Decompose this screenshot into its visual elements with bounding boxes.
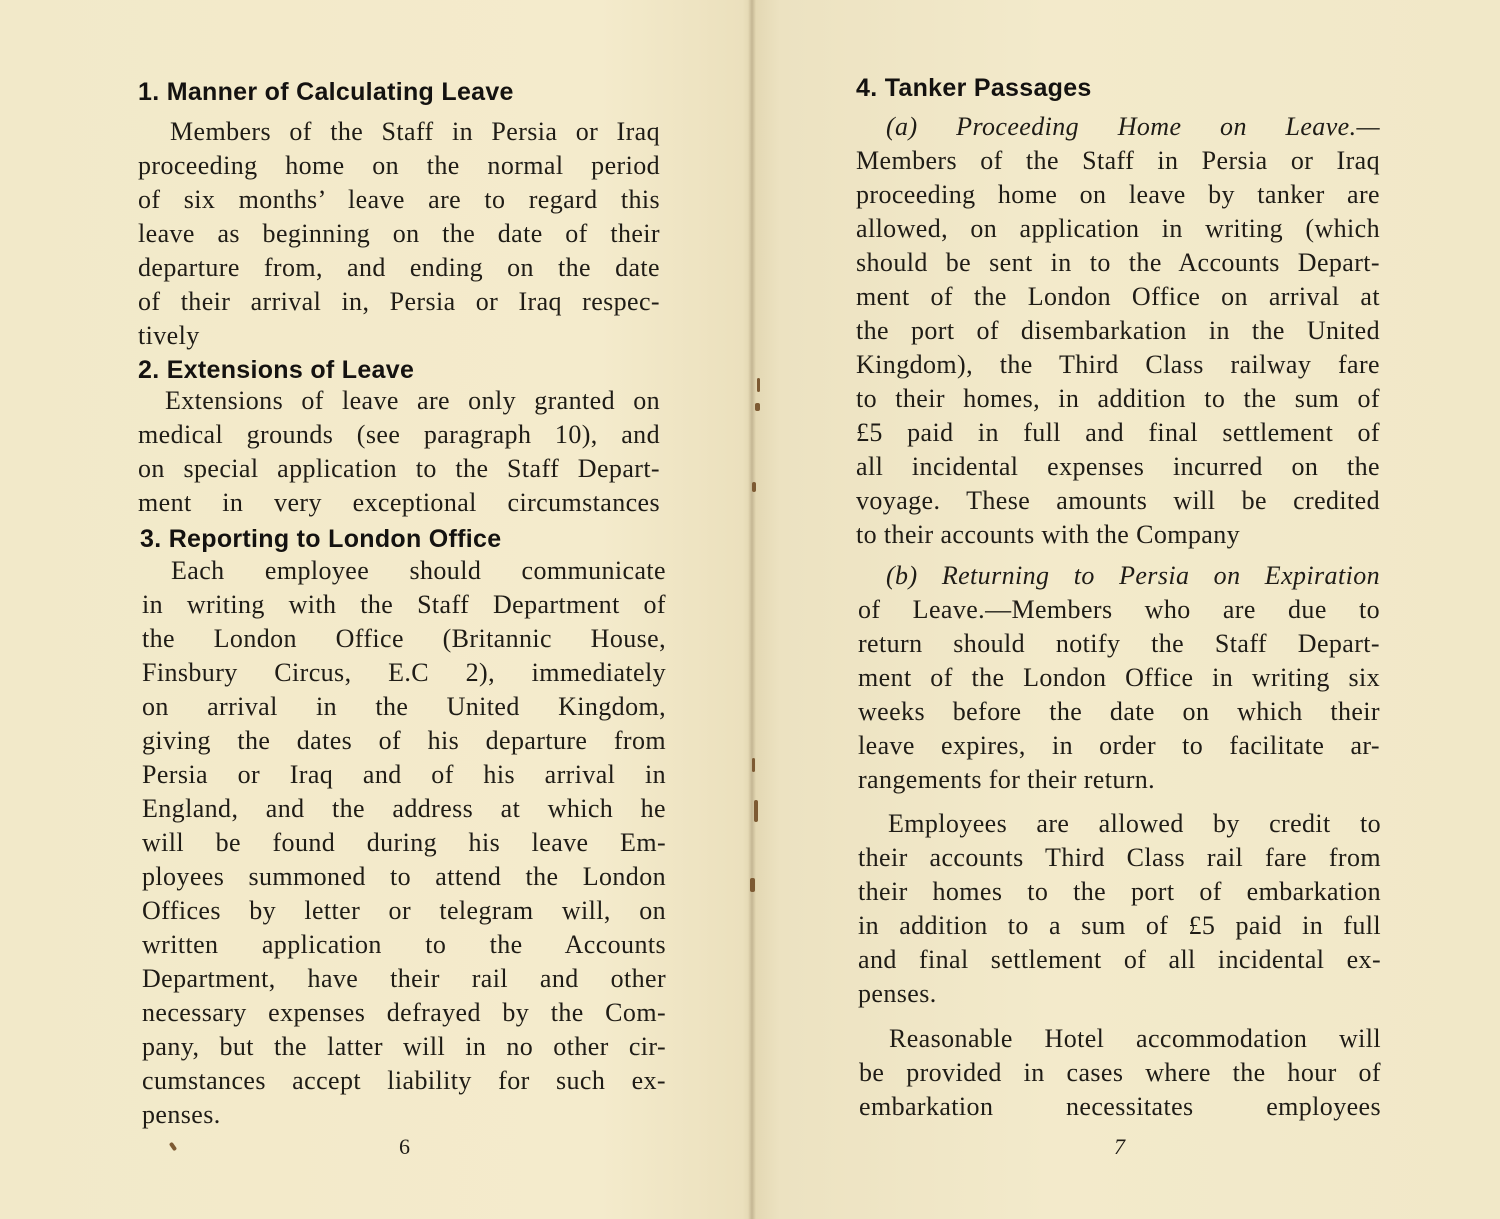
text-line: ment in very exceptional circumstances	[138, 488, 660, 517]
text-line: leave expires, in order to facilitate ar-	[858, 731, 1380, 760]
text-line: all incidental expenses incurred on the	[856, 452, 1380, 481]
text-line: the London Office (Britannic House,	[142, 624, 666, 653]
section-heading-manner-of-calculating-leave: 1. Manner of Calculating Leave	[138, 78, 514, 106]
paragraph-proceeding-home-on-leave	[856, 110, 1380, 552]
text-line: England, and the address at which he	[142, 794, 666, 823]
text-line: be provided in cases where the hour of	[859, 1058, 1381, 1087]
text-line: cumstances accept liability for such ex-	[142, 1066, 666, 1095]
text-line: Department, have their rail and other	[142, 964, 666, 993]
text-line: to their accounts with the Company	[856, 520, 1241, 549]
section-heading-reporting-to-london-office: 3. Reporting to London Office	[140, 525, 502, 553]
text-line: Employees are allowed by credit to	[888, 809, 1381, 838]
page-number: 6	[399, 1134, 410, 1159]
text-line: proceeding home on the normal period	[138, 151, 660, 180]
text-line: Members of the Staff in Persia or Iraq	[170, 117, 660, 146]
text-line: ment of the London Office on arrival at	[856, 282, 1380, 311]
paragraph-returning-to-persia	[858, 559, 1380, 797]
page-right	[756, 0, 1500, 1219]
text-line: penses.	[858, 979, 937, 1008]
text-line: of Leave.—Members who are due to	[858, 595, 1380, 624]
text-line: Persia or Iraq and of his arrival in	[142, 760, 666, 789]
text-line: ment of the London Office in writing six	[858, 663, 1380, 692]
text-line: will be found during his leave Em-	[142, 828, 666, 857]
page-number: 7	[1114, 1134, 1125, 1159]
text-line: in writing with the Staff Department of	[142, 590, 666, 619]
text-line: should be sent in to the Accounts Depart-	[856, 248, 1380, 277]
text-line: of their arrival in, Persia or Iraq respec-	[138, 287, 660, 316]
text-line: proceeding home on leave by tanker are	[856, 180, 1380, 209]
text-line: penses.	[142, 1100, 221, 1129]
text-line: Finsbury Circus, E.C 2), immediately	[142, 658, 666, 687]
paragraph-hotel-accommodation	[859, 1022, 1381, 1124]
text-line: pany, but the latter will in no other cir-	[142, 1032, 666, 1061]
section-body-extensions-of-leave	[138, 384, 660, 520]
text-line: (a) Proceeding Home on Leave.—	[886, 112, 1380, 141]
text-line: Extensions of leave are only granted on	[165, 386, 660, 415]
paragraph-rail-fare-credit	[858, 807, 1381, 1011]
text-line: in addition to a sum of £5 paid in full	[858, 911, 1381, 940]
text-line: to their homes, in addition to the sum of	[856, 384, 1380, 413]
text-line: rangements for their return.	[858, 765, 1156, 794]
section-heading-tanker-passages: 4. Tanker Passages	[856, 74, 1092, 102]
text-line: leave as beginning on the date of their	[138, 219, 660, 248]
text-line: Offices by letter or telegram will, on	[142, 896, 666, 925]
text-line: Members of the Staff in Persia or Iraq	[856, 146, 1380, 175]
section-heading-extensions-of-leave: 2. Extensions of Leave	[138, 356, 415, 384]
text-line: Reasonable Hotel accommodation will	[889, 1024, 1381, 1053]
text-line: Each employee should communicate	[171, 556, 666, 585]
section-body-reporting-to-london-office	[142, 554, 666, 1132]
text-line: tively	[138, 321, 200, 350]
text-line: their homes to the port of embarkation	[858, 877, 1381, 906]
text-line: written application to the Accounts	[142, 930, 666, 959]
text-line: embarkation necessitates employees	[859, 1092, 1381, 1121]
text-line: voyage. These amounts will be credited	[856, 486, 1380, 515]
text-line: weeks before the date on which their	[858, 697, 1380, 726]
text-line: medical grounds (see paragraph 10), and	[138, 420, 660, 449]
text-line: necessary expenses defrayed by the Com-	[142, 998, 666, 1027]
text-line: the port of disembarkation in the United	[856, 316, 1380, 345]
text-line: giving the dates of his departure from	[142, 726, 666, 755]
section-body-manner-of-calculating-leave	[138, 115, 660, 353]
text-line: and final settlement of all incidental ex-	[858, 945, 1381, 974]
text-line: ployees summoned to attend the London	[142, 862, 666, 891]
text-line: on arrival in the United Kingdom,	[142, 692, 666, 721]
text-line: departure from, and ending on the date	[138, 253, 660, 282]
text-line: allowed, on application in writing (which	[856, 214, 1380, 243]
text-line: Kingdom), the Third Class railway fare	[856, 350, 1380, 379]
binding-mark	[752, 758, 755, 772]
text-line: (b) Returning to Persia on Expiration	[886, 561, 1380, 590]
text-line: on special application to the Staff Depart-	[138, 454, 660, 483]
text-line: their accounts Third Class rail fare from	[858, 843, 1381, 872]
text-line: of six months’ leave are to regard this	[138, 185, 660, 214]
text-line: return should notify the Staff Depart-	[858, 629, 1380, 658]
binding-gutter	[748, 0, 756, 1219]
page-left	[0, 0, 748, 1219]
text-line: £5 paid in full and final settlement of	[856, 418, 1380, 447]
binding-mark	[750, 878, 755, 892]
